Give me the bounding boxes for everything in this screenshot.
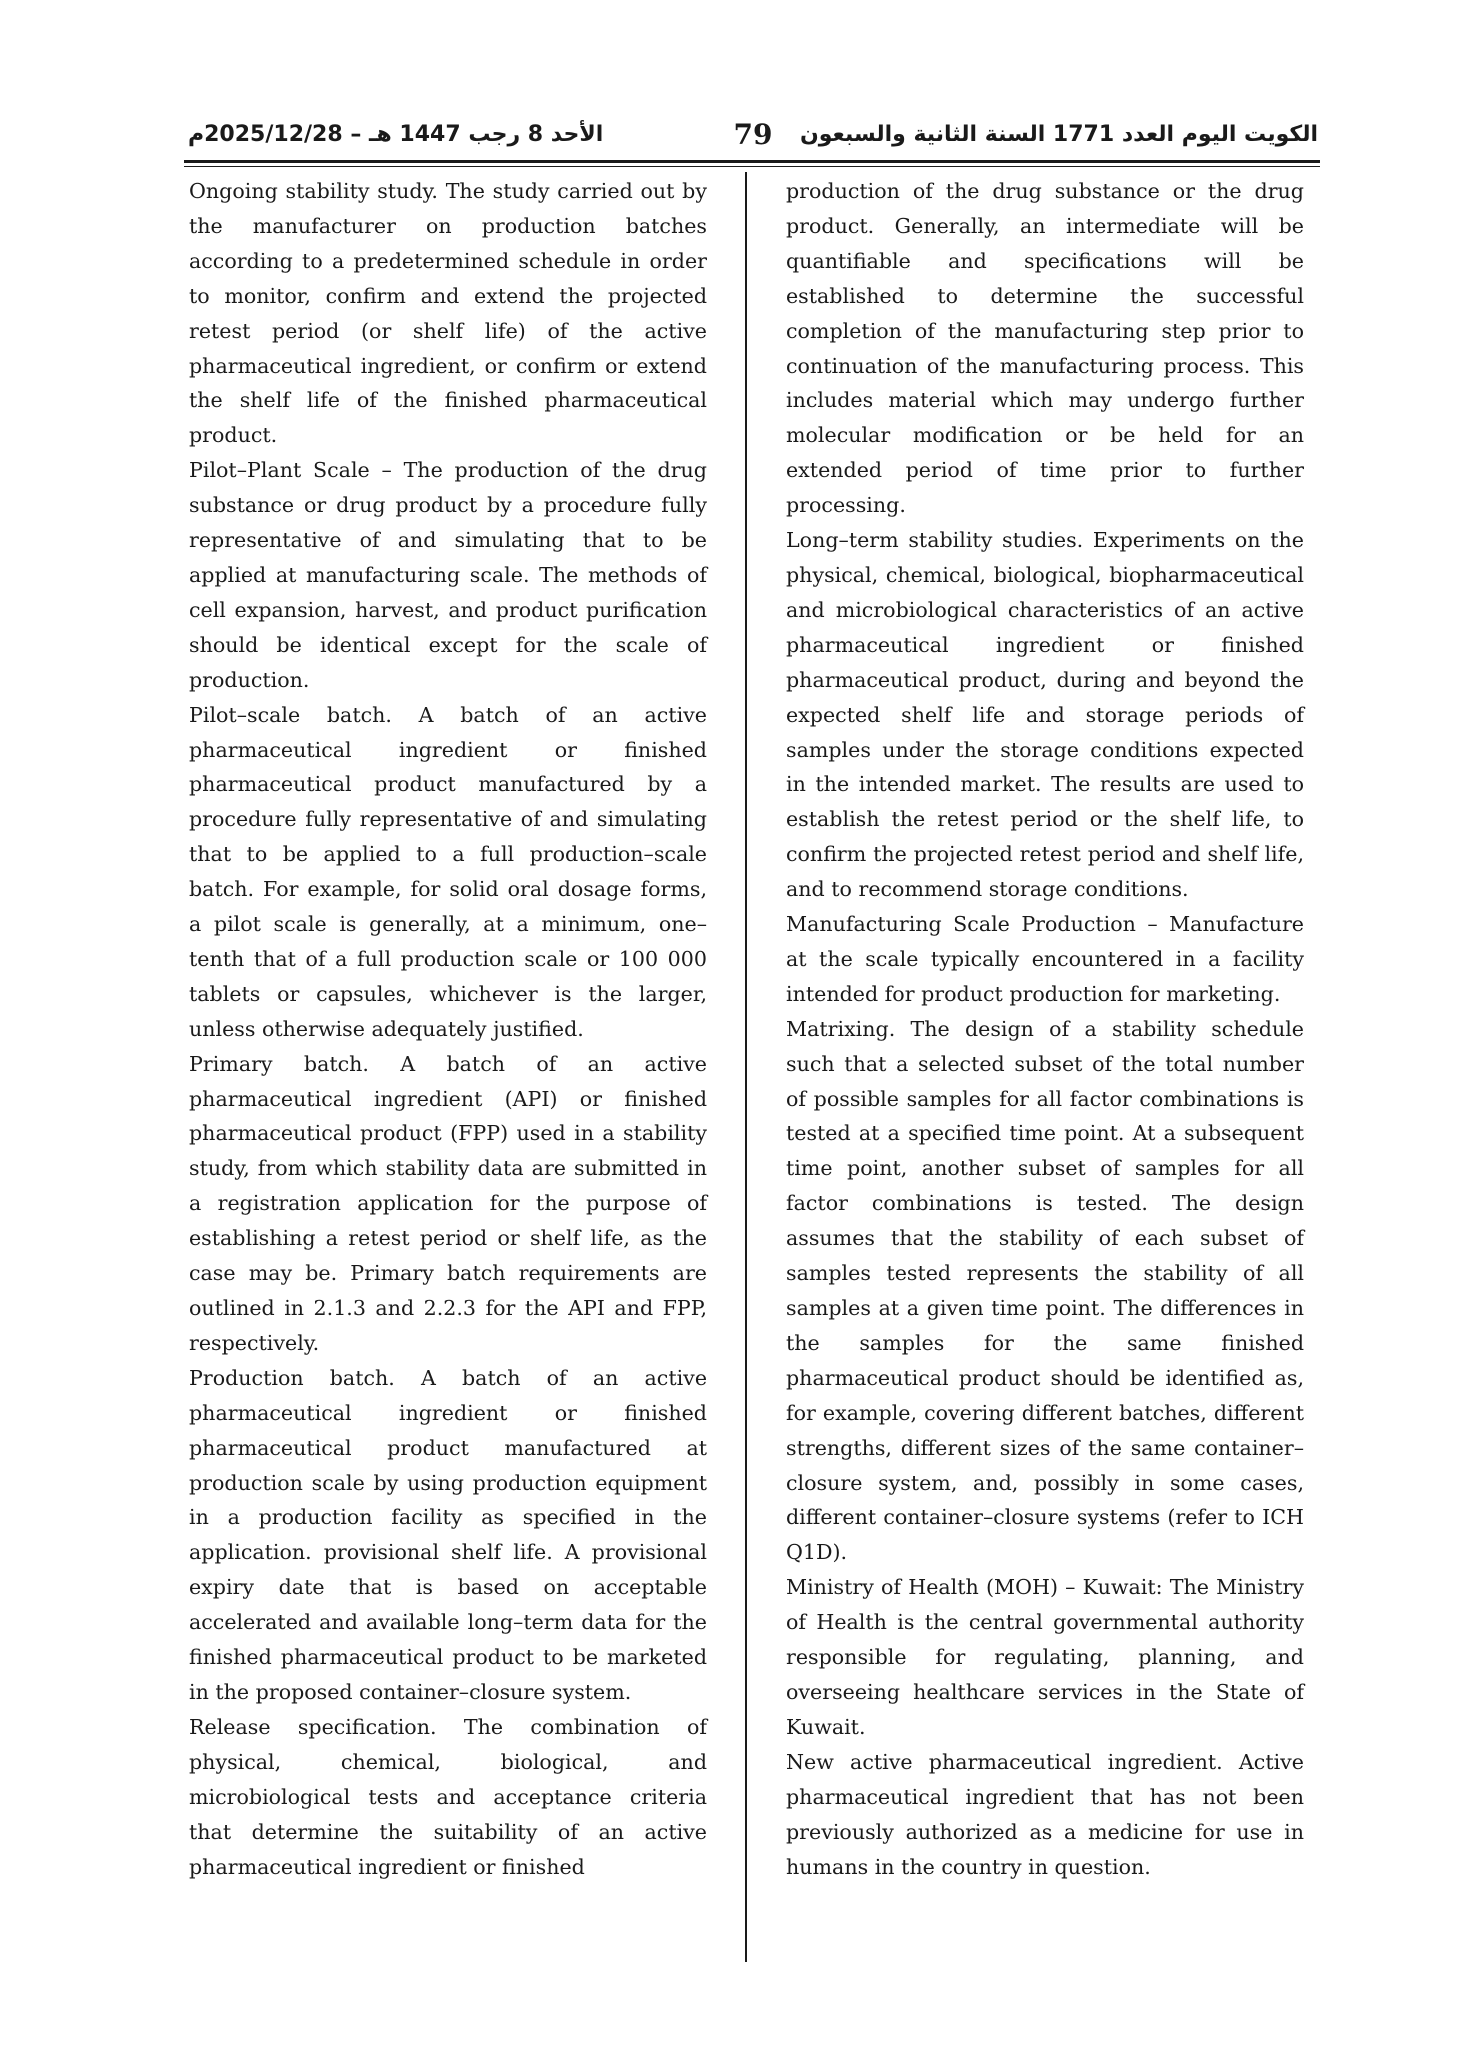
paragraph: New active pharmaceutical ingredient. Active pharmaceutical ingredient that has not been previously authorized as a medicine for use in humans in the country in question. xyxy=(786,1749,1304,1879)
header-rule-thick xyxy=(184,160,1320,163)
paragraph: Production batch. A batch of an active pharmaceutical ingredient or finished pharmaceutical product manufactured at production scale by using production equipment in a production facility as specified in the application. provisional shelf life. A provisional expiry date that is based on acceptable accelerated and available long–term data for the finished pharmaceutical product to be marketed in the proposed container–closure system. xyxy=(189,1365,707,1704)
paragraph: Pilot–Plant Scale – The production of the drug substance or drug product by a procedure fully representative of and simulating that to be applied at manufacturing scale. The methods of cell expansion, harvest, and product purification should be identical except for the scale of production. xyxy=(189,458,707,692)
header-publication: الكويت اليوم العدد 1771 السنة الثانية والسبعون xyxy=(799,122,1318,147)
paragraph: Long–term stability studies. Experiments on the physical, chemical, biological, biopharmaceutical and microbiological characteristics of an active pharmaceutical ingredient or finished pharmaceutical product, during and beyond the expected shelf life and storage periods of samples under the storage conditions expected in the intended market. The results are used to establish the retest period or the shelf life, to confirm the projected retest period and shelf life, and to recommend storage conditions. xyxy=(786,528,1304,902)
paragraph: Ongoing stability study. The study carried out by the manufacturer on production batches according to a predetermined schedule in order to monitor, confirm and extend the projected retest period (or shelf life) of the active pharmaceutical ingredient, or confirm or extend the shelf life of the finished pharmaceutical product. xyxy=(189,179,707,448)
paragraph: Matrixing. The design of a stability schedule such that a selected subset of the total number of possible samples for all factor combinations is tested at a specified time point. At a subsequent time point, another subset of samples for all factor combinations is tested. The design assumes that the stability of each subset of samples tested represents the stability of all samples at a given time point. The differences in the samples for the same finished pharmaceutical product should be identified as, for example, covering different batches, different strengths, different sizes of the same container–closure system, and, possibly in some cases, different container–closure systems (refer to ICH Q1D). xyxy=(786,1016,1304,1565)
right-column xyxy=(786,174,1304,1884)
paragraph: Ministry of Health (MOH) – Kuwait: The Ministry of Health is the central governmental authority responsible for regulating, planning, and overseeing healthcare services in the State of Kuwait. xyxy=(786,1575,1304,1739)
page-number: 79 xyxy=(733,118,773,151)
left-column xyxy=(189,174,707,1884)
column-divider xyxy=(745,172,747,1962)
header-rule-thin xyxy=(184,166,1320,167)
paragraph: Pilot–scale batch. A batch of an active pharmaceutical ingredient or finished pharmaceutical product manufactured by a procedure fully representative of and simulating that to be applied to a full production–scale batch. For example, for solid oral dosage forms, a pilot scale is generally, at a minimum, one–tenth that of a full production scale or 100 000 tablets or capsules, whichever is the larger, unless otherwise adequately justified. xyxy=(189,702,707,1041)
paragraph: Primary batch. A batch of an active pharmaceutical ingredient (API) or finished pharmaceutical product (FPP) used in a stability study, from which stability data are submitted in a registration application for the purpose of establishing a retest period or shelf life, as the case may be. Primary batch requirements are outlined in 2.1.3 and 2.2.3 for the API and FPP, respectively. xyxy=(189,1051,707,1355)
paragraph: Manufacturing Scale Production – Manufacture at the scale typically encountered in a facility intended for product production for marketing. xyxy=(786,912,1304,1006)
page-header xyxy=(188,118,1318,158)
paragraph: production of the drug substance or the drug product. Generally, an intermediate will be quantifiable and specifications will be established to determine the successful completion of the manufacturing step prior to continuation of the manufacturing process. This includes material which may undergo further molecular modification or be held for an extended period of time prior to further processing. xyxy=(786,179,1304,518)
header-date: الأحد 8 رجب 1447 هـ – 2025/12/28م xyxy=(188,122,604,147)
paragraph: Release specification. The combination of physical, chemical, biological, and microbiological tests and acceptance criteria that determine the suitability of an active pharmaceutical ingredient or finished xyxy=(189,1714,707,1879)
